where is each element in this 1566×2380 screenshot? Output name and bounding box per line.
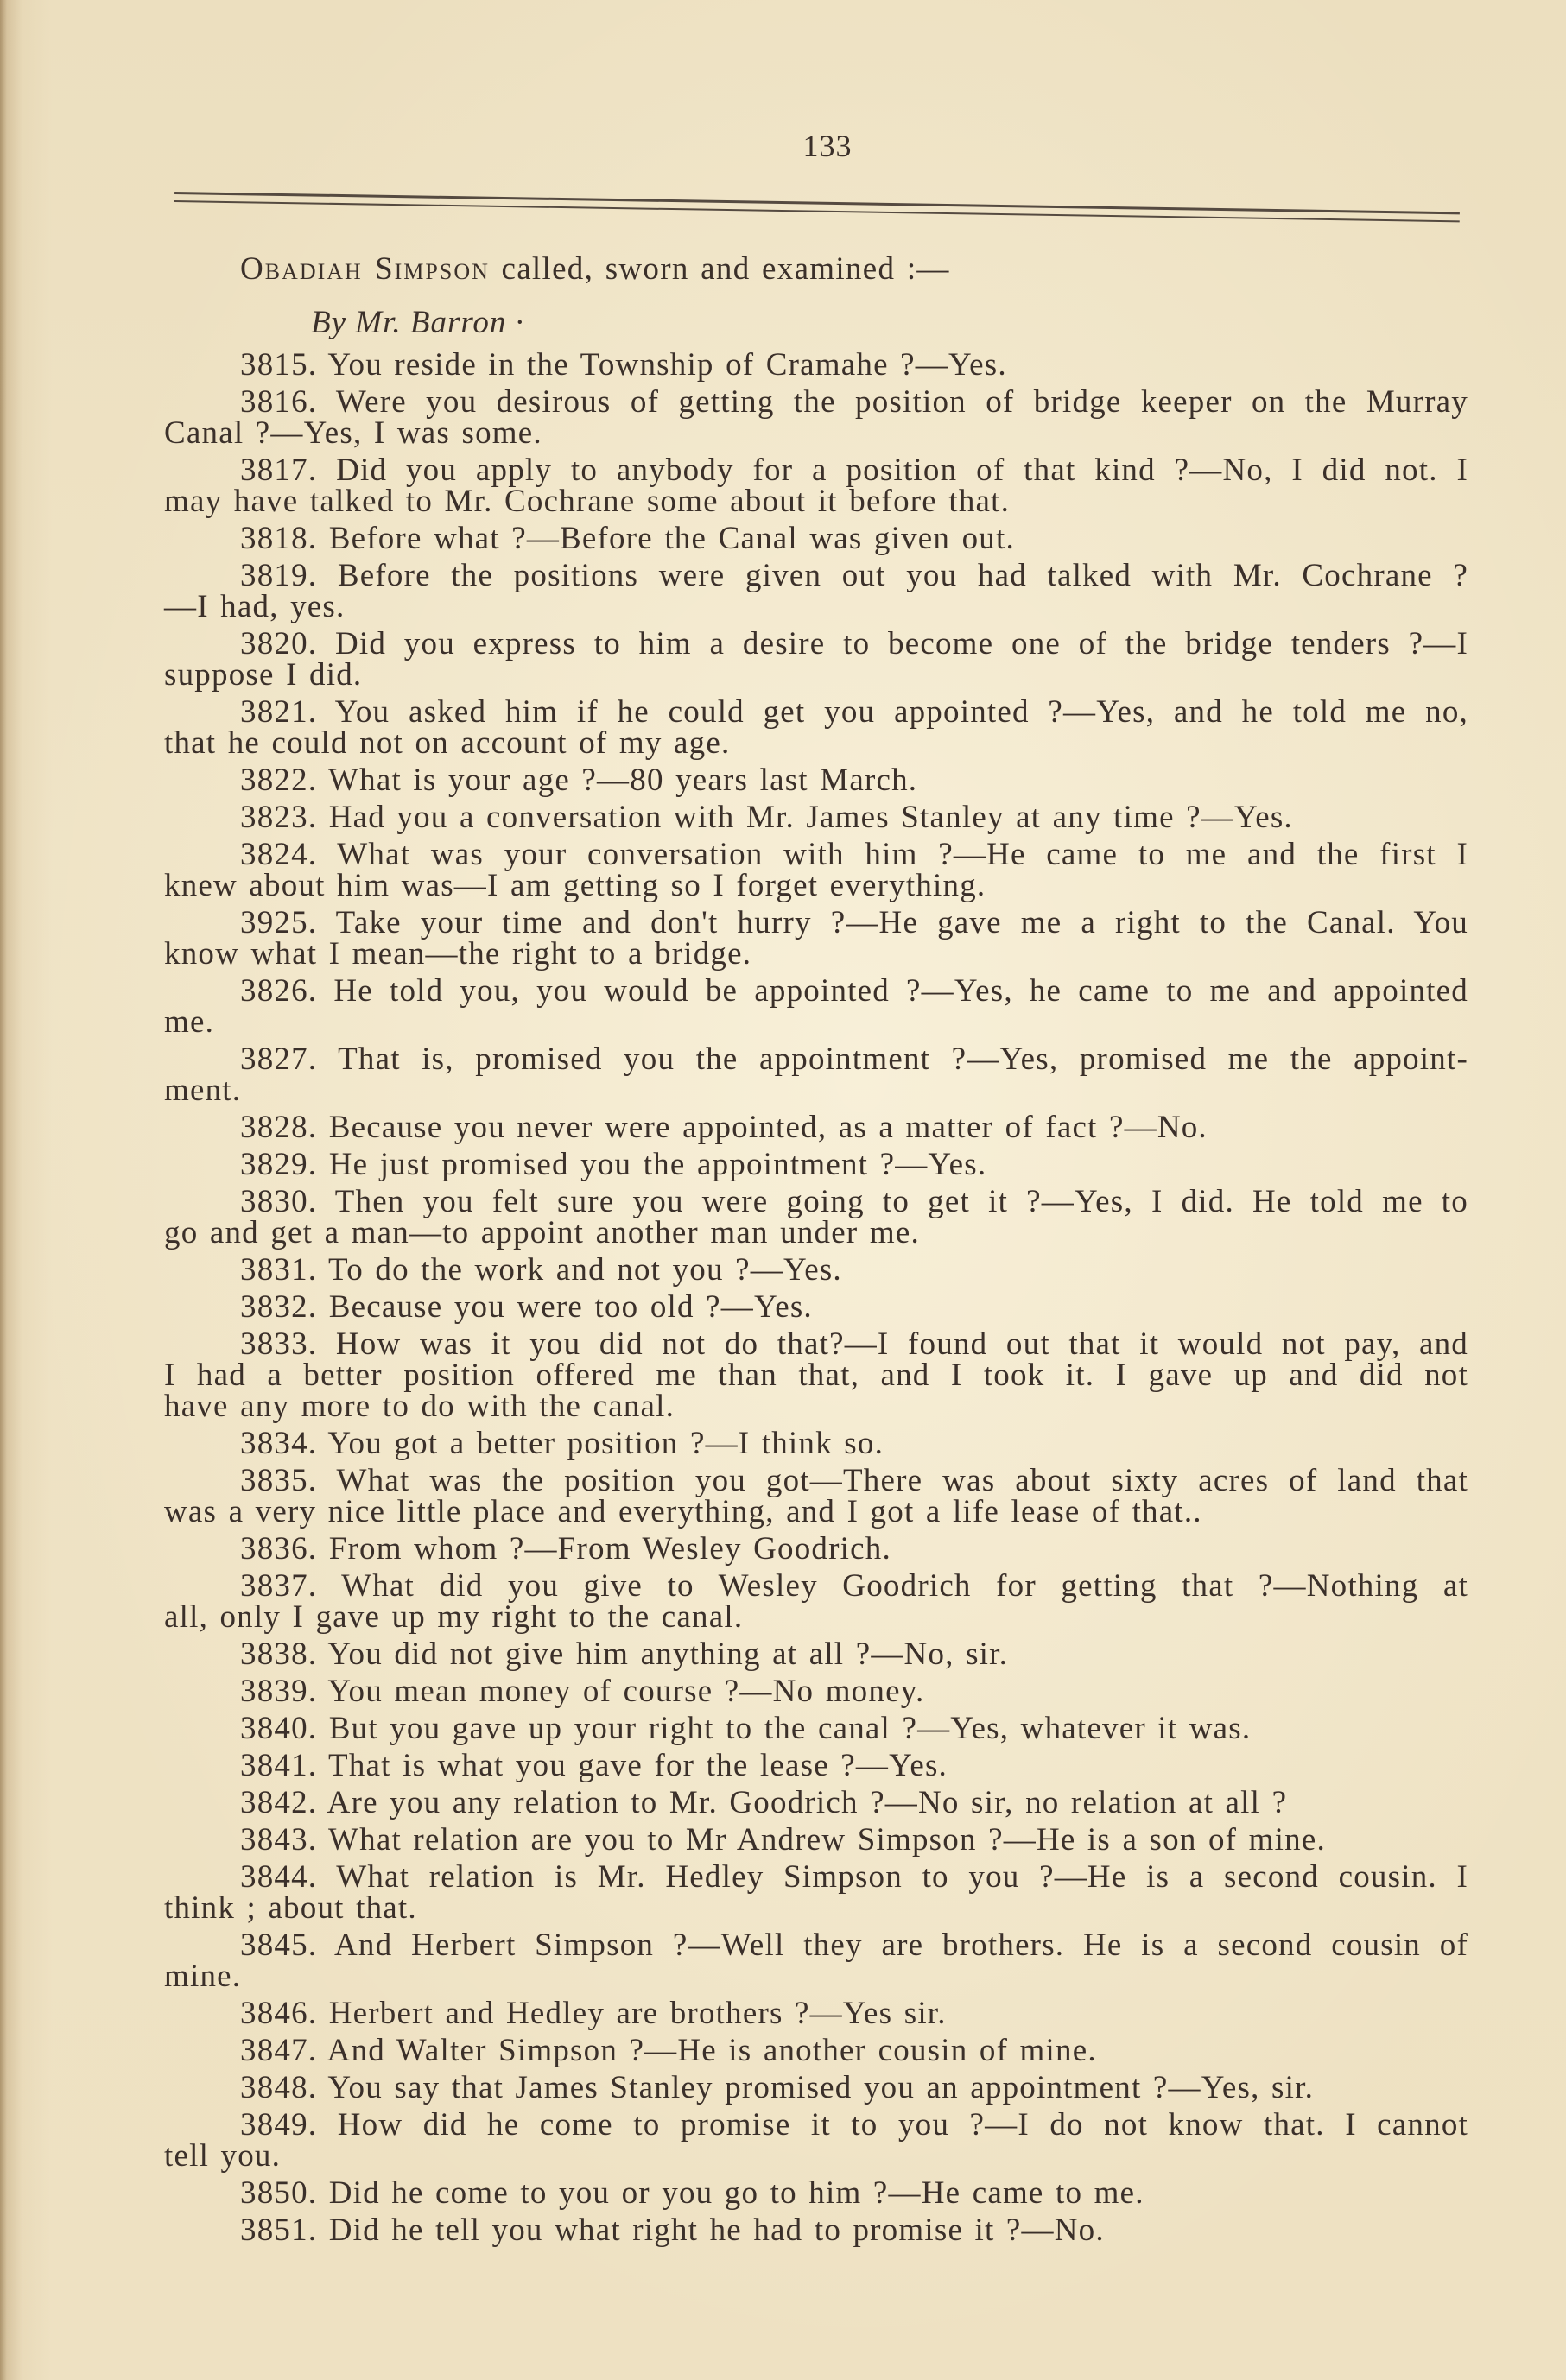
question-number: 3851.	[240, 2212, 318, 2248]
question-number: 3823.	[240, 800, 318, 835]
testimony-entry	[164, 1998, 1468, 2029]
line-text: You say that James Stanley promised you an appointment ?—Yes, sir.	[327, 2070, 1315, 2105]
testimony-entry	[164, 1927, 1468, 1994]
question-number: 3838.	[240, 1636, 318, 1672]
line-text: What relation are you to Mr Andrew Simpson ?—He is a son of mine.	[328, 1822, 1326, 1858]
question-number: 3846.	[240, 1996, 318, 2031]
testimony-entry	[164, 2212, 1468, 2248]
testimony-entry	[164, 802, 1468, 833]
testimony-entry	[164, 1149, 1468, 1181]
line-text: He told you, you would be appointed ?—Yes, he came to me and appointed	[333, 973, 1468, 1009]
entry-continuation-line	[164, 1075, 1468, 1106]
question-number: 3836.	[240, 1531, 318, 1567]
line-text: What was the position you got—There was about sixty acres of land that	[336, 1463, 1468, 1498]
testimony-entry	[164, 384, 1468, 451]
witness-name: Obadiah Simpson	[240, 251, 490, 287]
line-text: You asked him if he could get you appointed ?—Yes, and he told me no,	[334, 694, 1468, 730]
line-text: I had a better position offered me than that, and I took it. I gave up and did not	[164, 1358, 1468, 1393]
line-text: know what I mean—the right to a bridge.	[164, 936, 752, 972]
question-number: 3824.	[240, 837, 318, 872]
testimony-entry	[164, 1750, 1468, 1782]
witness-heading-text: called, sworn and examined :—	[501, 251, 950, 287]
line-text: From whom ?—From Wesley Goodrich.	[328, 1531, 891, 1567]
line-text: That is, promised you the appointment ?—Yes, promised me the appoint-	[338, 1041, 1468, 1077]
entry-first-line	[164, 1289, 1468, 1325]
entry-first-line	[164, 1750, 1468, 1782]
testimony-entry	[164, 2107, 1468, 2174]
entry-continuation-line	[164, 870, 1468, 902]
entry-first-line	[164, 523, 1468, 554]
line-text: Take your time and don't hurry ?—He gave me a right to the Canal. You	[335, 905, 1468, 940]
line-text: all, only I gave up my right to the canal.	[164, 1599, 744, 1635]
testimony-entry	[164, 765, 1468, 796]
question-number: 3828.	[240, 1110, 318, 1145]
question-number: 3818.	[240, 521, 318, 556]
testimony-entry	[164, 626, 1469, 693]
line-text: That is what you gave for the lease ?—Yes.	[328, 1748, 948, 1783]
entry-continuation-line	[164, 415, 1468, 451]
entry-first-line	[164, 973, 1468, 1009]
testimony-entry	[164, 1252, 1468, 1288]
question-number: 3839.	[240, 1674, 318, 1709]
question-number: 3816.	[240, 384, 318, 420]
entry-first-line	[164, 1326, 1468, 1362]
entry-first-line	[164, 839, 1468, 870]
page-number: 133	[802, 129, 853, 163]
line-text: And Walter Simpson ?—He is another cousin of mine.	[327, 2033, 1097, 2068]
question-number: 3835.	[240, 1463, 318, 1498]
testimony-entry	[164, 1428, 1468, 1459]
line-text: —I had, yes.	[164, 589, 346, 624]
question-number: 3842.	[240, 1785, 318, 1820]
question-number: 3827.	[240, 1041, 318, 1077]
line-text: Before the positions were given out you had talked with Mr. Cochrane ?	[337, 558, 1468, 593]
testimony-entry	[164, 1112, 1468, 1143]
question-number: 3845.	[240, 1927, 318, 1963]
entry-continuation-line	[164, 1215, 1468, 1250]
line-text: Herbert and Hedley are brothers ?—Yes sir.	[328, 1996, 947, 2031]
line-text: What did you give to Wesley Goodrich for getting that ?—Nothing at	[341, 1568, 1468, 1604]
entry-first-line	[164, 2175, 1468, 2211]
entry-first-line	[164, 560, 1468, 592]
line-text: To do the work and not you ?—Yes.	[328, 1252, 842, 1288]
question-number: 3849.	[240, 2107, 318, 2143]
question-number: 3826.	[240, 973, 318, 1009]
entry-continuation-line	[164, 1599, 1468, 1635]
line-text: may have talked to Mr. Cochrane some about it before that.	[164, 484, 1011, 519]
question-number: 3841.	[240, 1748, 318, 1783]
line-text: How did he come to promise it to you ?—I do not know that. I cannot	[337, 2107, 1468, 2143]
entry-first-line	[164, 1149, 1468, 1181]
testimony-entry	[164, 1568, 1468, 1635]
question-number: 3822.	[240, 763, 318, 798]
question-number: 3850.	[240, 2175, 318, 2211]
testimony-entry	[164, 347, 1468, 383]
line-text: mine.	[164, 1959, 242, 1994]
testimony	[164, 347, 1469, 2248]
line-text: have any more to do with the canal.	[164, 1389, 675, 1424]
entry-continuation-line	[164, 657, 1468, 693]
entry-first-line	[164, 1041, 1468, 1077]
question-number: 3830.	[240, 1184, 318, 1219]
question-number: 3832.	[240, 1289, 318, 1325]
testimony-entry	[164, 905, 1468, 972]
testimony-entry	[164, 560, 1468, 623]
line-text: He just promised you the appointment ?—Yes.	[328, 1147, 987, 1182]
double-rule	[174, 192, 1460, 222]
line-text: Did he tell you what right he had to promise it ?—No.	[328, 2212, 1105, 2248]
line-text: What is your age ?—80 years last March.	[328, 763, 918, 798]
question-number: 3843.	[240, 1822, 318, 1858]
entry-continuation-line	[164, 589, 1468, 624]
entry-first-line	[164, 802, 1468, 833]
question-number: 3833.	[240, 1326, 318, 1362]
testimony-entry	[164, 1676, 1468, 1707]
question-number: 3837.	[240, 1568, 318, 1604]
testimony-entry	[164, 1326, 1468, 1424]
line-text: You got a better position ?—I think so.	[327, 1426, 884, 1461]
line-text: go and get a man—to appoint another man under me.	[164, 1215, 920, 1250]
entry-first-line	[164, 384, 1468, 420]
testimony-entry	[164, 2070, 1468, 2105]
entry-continuation-line	[164, 936, 1468, 972]
testimony-entry	[164, 1289, 1468, 1325]
question-number: 3831.	[240, 1252, 318, 1288]
line-text: knew about him was—I am getting so I forget everything.	[164, 868, 986, 903]
line-text: How was it you did not do that?—I found out that it would not pay, and	[335, 1326, 1468, 1362]
entry-first-line	[164, 1112, 1468, 1143]
entry-first-line	[164, 765, 1468, 796]
entry-first-line	[164, 2107, 1468, 2143]
line-text: Were you desirous of getting the position of bridge keeper on the Murray	[335, 384, 1468, 420]
question-number: 3847.	[240, 2033, 318, 2068]
testimony-entry	[164, 1184, 1468, 1250]
entry-first-line	[164, 1713, 1468, 1744]
line-text: Before what ?—Before the Canal was given out.	[328, 521, 1015, 556]
line-text: was a very nice little place and everything, and I got a life lease of that..	[164, 1494, 1202, 1529]
entry-continuation-line	[164, 1961, 1468, 1992]
line-text: You did not give him anything at all ?—No, sir.	[327, 1636, 1009, 1672]
line-text: And Herbert Simpson ?—Well they are brothers. He is a second cousin of	[333, 1927, 1468, 1963]
line-text: Had you a conversation with Mr. James Stanley at any time ?—Yes.	[328, 800, 1293, 835]
entry-first-line	[164, 2212, 1468, 2248]
testimony-entry	[164, 1636, 1468, 1672]
entry-continuation-line	[164, 1391, 1468, 1422]
question-number: 3844.	[240, 1859, 318, 1895]
line-text: that he could not on account of my age.	[164, 725, 731, 761]
line-text: tell you.	[164, 2138, 282, 2174]
entry-first-line	[164, 694, 1468, 730]
line-text: But you gave up your right to the canal ?—Yes, whatever it was.	[328, 1711, 1252, 1746]
testimony-entry	[164, 1785, 1468, 1820]
line-text: ment.	[164, 1073, 242, 1108]
entry-first-line	[164, 1465, 1468, 1497]
line-text: You reside in the Township of Cramahe ?—Yes.	[327, 347, 1007, 383]
entry-continuation-line	[164, 2138, 1468, 2174]
entry-continuation-line	[164, 725, 1468, 761]
testimony-entry	[164, 694, 1468, 761]
testimony-entry	[164, 2175, 1468, 2211]
line-text: Did he come to you or you go to him ?—He came to me.	[328, 2175, 1144, 2211]
line-text: What relation is Mr. Hedley Simpson to you ?—He is a second cousin. I	[336, 1859, 1468, 1895]
entry-first-line	[164, 1998, 1468, 2029]
entry-first-line	[164, 1636, 1468, 1672]
entry-first-line	[164, 2070, 1468, 2105]
testimony-entry	[164, 973, 1468, 1040]
testimony-entry	[164, 1531, 1468, 1567]
line-text: What was your conversation with him ?—He came to me and the first I	[337, 837, 1468, 872]
line-text: Are you any relation to Mr. Goodrich ?—No sir, no relation at all ?	[327, 1785, 1288, 1820]
entry-first-line	[164, 1676, 1468, 1707]
question-number: 3820.	[240, 626, 318, 661]
entry-first-line	[164, 455, 1468, 486]
question-number: 3848.	[240, 2070, 318, 2105]
entry-first-line	[164, 1252, 1468, 1288]
entry-continuation-line	[164, 1004, 1468, 1040]
testimony-entry	[164, 523, 1468, 554]
witness-heading	[240, 252, 950, 287]
testimony-entry	[164, 455, 1468, 517]
question-number: 3925.	[240, 905, 318, 940]
line-text: Did you apply to anybody for a position of that kind ?—No, I did not. I	[336, 453, 1468, 488]
line-text: me.	[164, 1004, 215, 1040]
testimony-entry	[164, 1859, 1468, 1926]
entry-continuation-line	[164, 486, 1468, 517]
entry-first-line	[164, 905, 1468, 940]
entry-first-line	[164, 1428, 1468, 1459]
entry-first-line	[164, 1785, 1468, 1820]
question-number: 3815.	[240, 347, 318, 383]
question-number: 3834.	[240, 1426, 318, 1461]
testimony-entry	[164, 839, 1468, 902]
question-number: 3840.	[240, 1711, 318, 1746]
entry-continuation-line	[164, 1890, 1468, 1926]
question-number: 3819.	[240, 558, 318, 593]
question-number: 3821.	[240, 694, 318, 730]
line-text: think ; about that.	[164, 1890, 417, 1926]
line-text: Then you felt sure you were going to get it ?—Yes, I did. He told me to	[334, 1184, 1468, 1219]
line-text: suppose I did.	[164, 657, 363, 693]
entry-continuation-line	[164, 1360, 1468, 1391]
entry-first-line	[164, 2035, 1468, 2067]
entry-first-line	[164, 1822, 1468, 1858]
line-text: Because you never were appointed, as a matter of fact ?—No.	[328, 1110, 1208, 1145]
entry-first-line	[164, 1568, 1468, 1604]
entry-first-line	[164, 626, 1469, 661]
entry-first-line	[164, 1927, 1468, 1963]
line-text: Because you were too old ?—Yes.	[328, 1289, 813, 1325]
entry-first-line	[164, 1531, 1468, 1567]
testimony-entry	[164, 1465, 1468, 1528]
question-number: 3817.	[240, 453, 318, 488]
line-text: Canal ?—Yes, I was some.	[164, 415, 542, 451]
line-text: Did you express to him a desire to become one of the bridge tenders ?—I	[334, 626, 1469, 661]
testimony-entry	[164, 1713, 1468, 1744]
examiner-line: By Mr. Barron ·	[311, 305, 524, 340]
line-text: You mean money of course ?—No money.	[327, 1674, 925, 1709]
entry-continuation-line	[164, 1494, 1468, 1529]
entry-first-line	[164, 1184, 1468, 1219]
testimony-entry	[164, 1822, 1468, 1858]
entry-first-line	[164, 347, 1468, 383]
testimony-entry	[164, 2035, 1468, 2067]
testimony-entry	[164, 1041, 1468, 1108]
question-number: 3829.	[240, 1147, 318, 1182]
entry-first-line	[164, 1859, 1468, 1895]
